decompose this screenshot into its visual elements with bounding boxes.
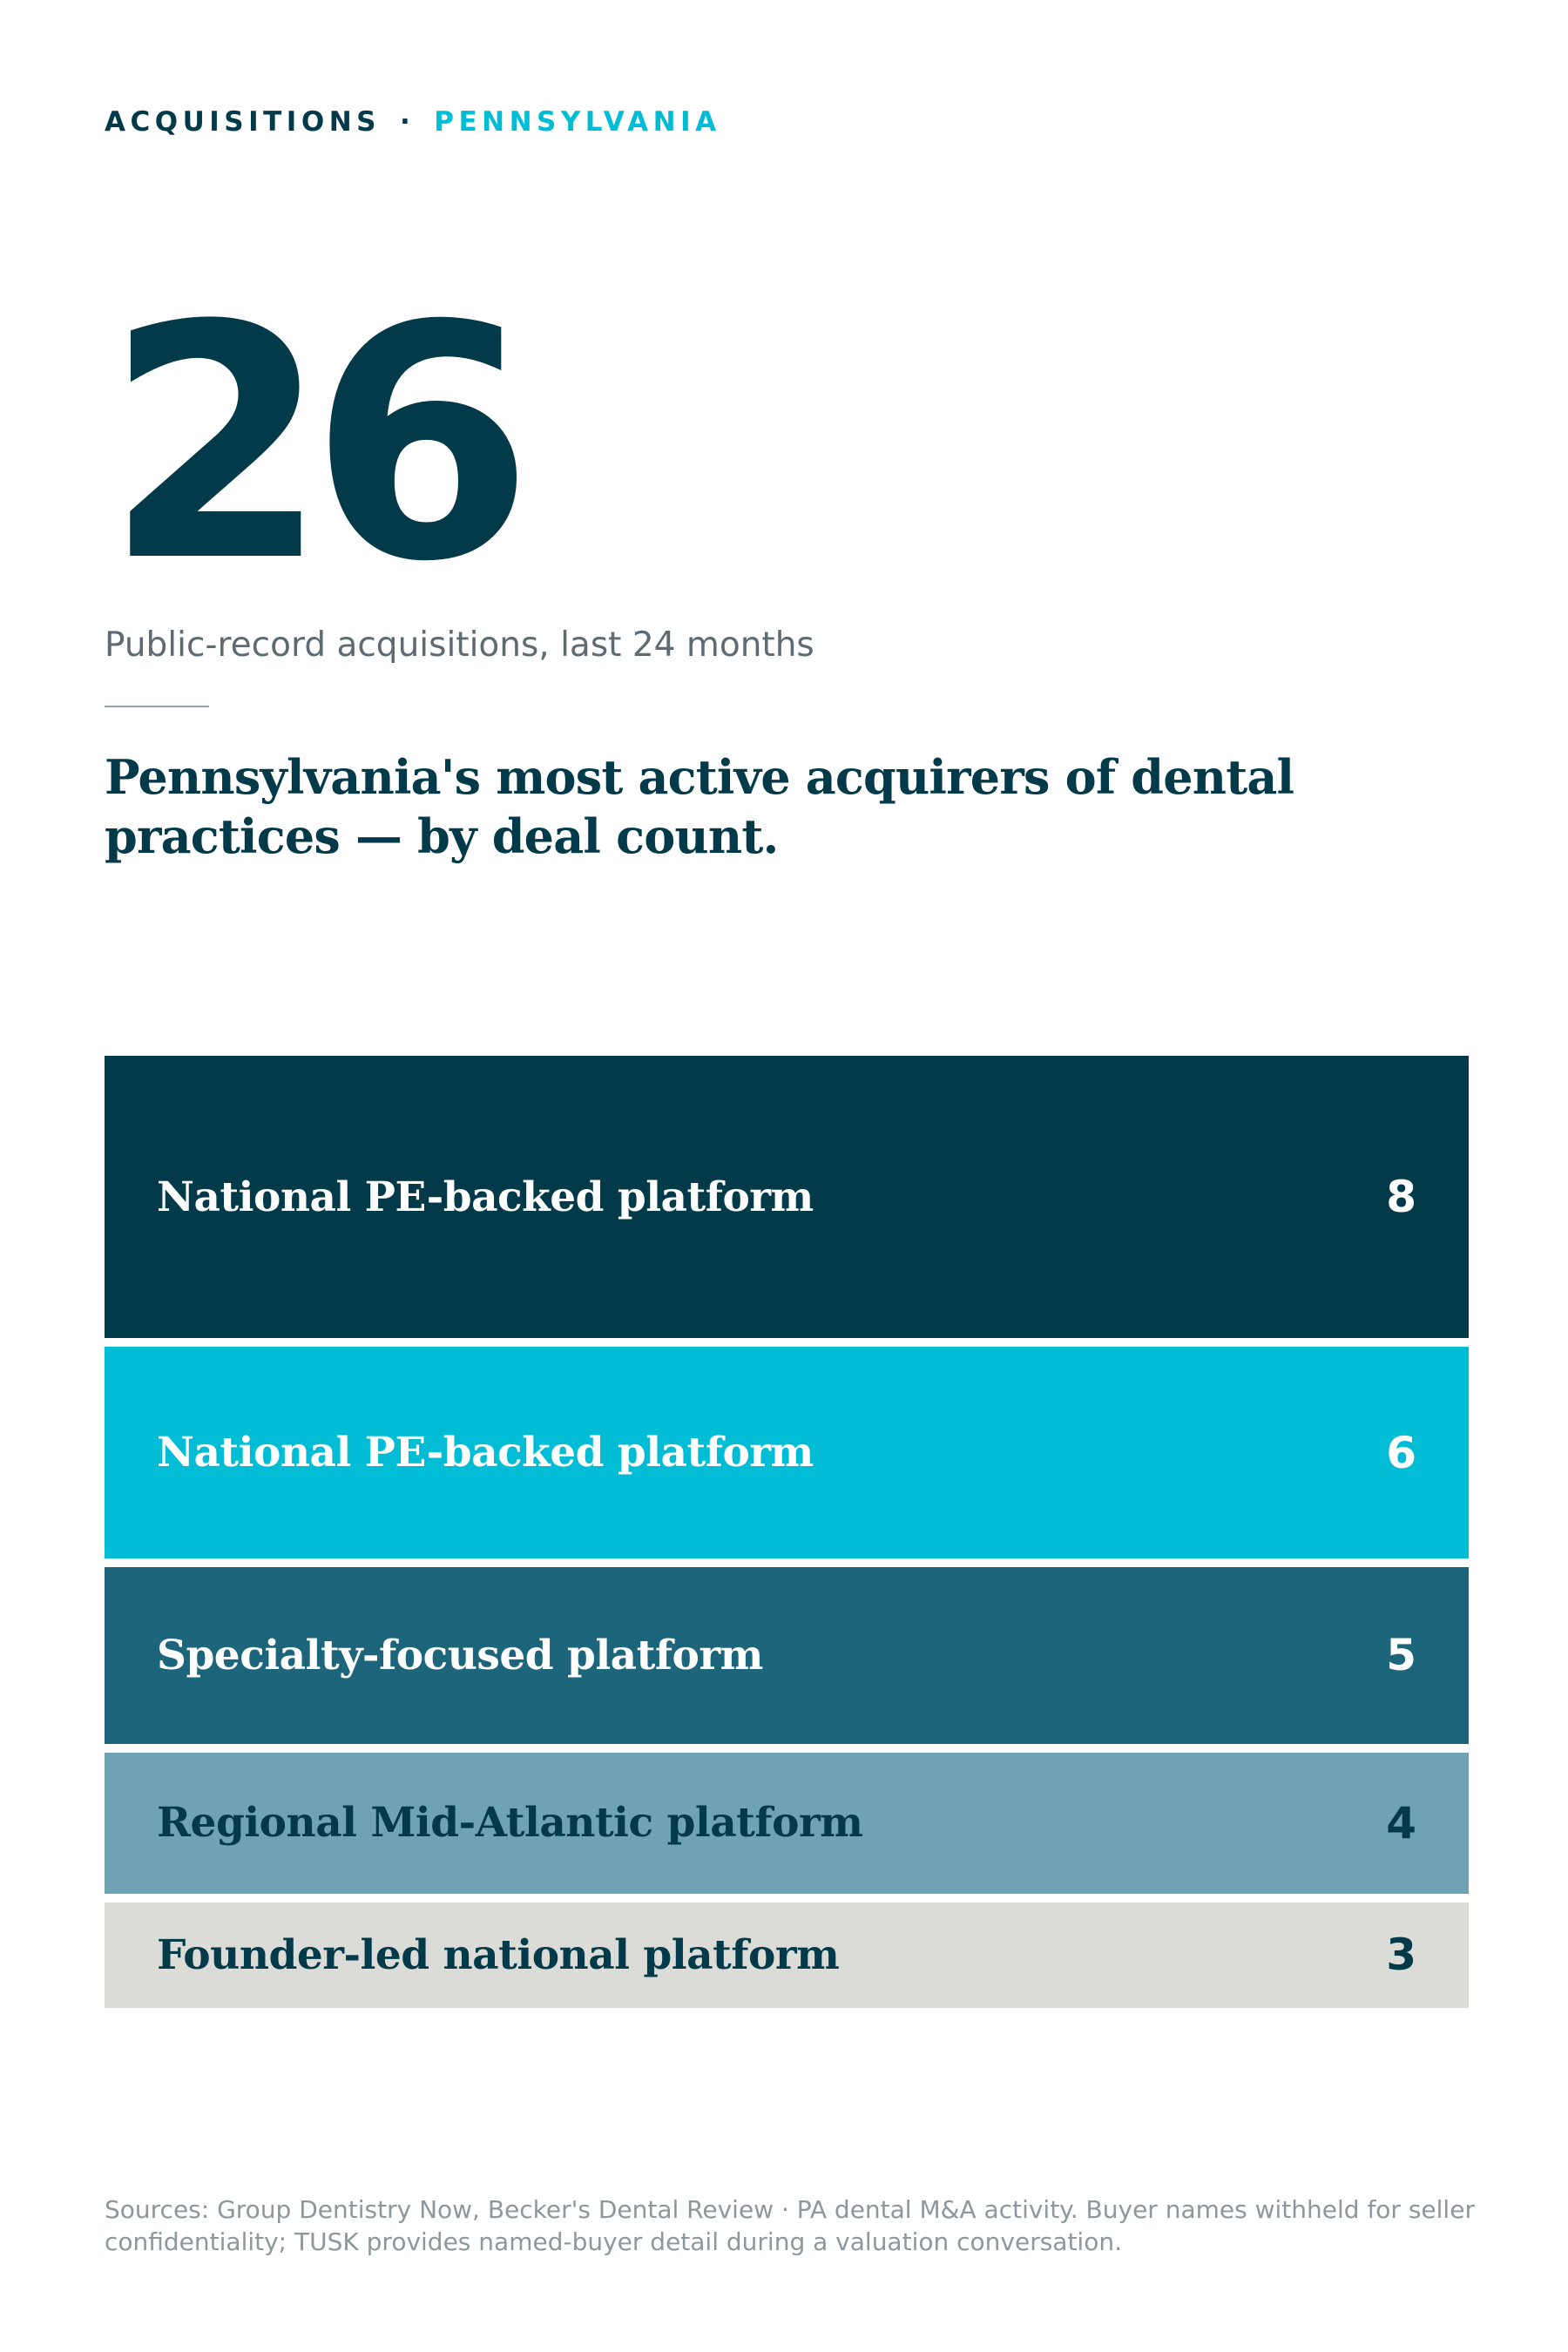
separator-dot: · xyxy=(399,106,416,138)
eyebrow xyxy=(105,106,721,138)
bar-4 xyxy=(105,1753,1469,1894)
region-label: PENNSYLVANIA xyxy=(434,106,721,138)
bar-label: National PE-backed platform xyxy=(157,1173,814,1221)
divider-rule xyxy=(105,706,209,707)
bar-value: 5 xyxy=(1386,1630,1416,1681)
bar-value: 3 xyxy=(1386,1930,1416,1981)
bar-value: 8 xyxy=(1386,1172,1416,1222)
bar-label: National PE-backed platform xyxy=(157,1429,814,1477)
bar-value: 6 xyxy=(1386,1427,1416,1478)
total-acquisitions-caption: Public-record acquisitions, last 24 months xyxy=(105,625,814,665)
section-label: ACQUISITIONS xyxy=(105,106,381,138)
bar-3 xyxy=(105,1567,1469,1744)
sources-footnote: Sources: Group Dentistry Now, Becker's Dental Review · PA dental M&A activity. Buyer names withheld for seller confidentiality; TUSK provides named-buyer detail during a valuation conversation. xyxy=(105,2195,1475,2256)
bar-value: 4 xyxy=(1386,1797,1416,1848)
bar-1 xyxy=(105,1056,1469,1338)
bar-2 xyxy=(105,1347,1469,1558)
total-acquisitions-number: 26 xyxy=(105,258,515,632)
chart-headline: Pennsylvania's most active acquirers of dental practices — by deal count. xyxy=(105,749,1294,864)
bar-label: Regional Mid-Atlantic platform xyxy=(157,1799,863,1847)
bar-label: Specialty-focused platform xyxy=(157,1631,763,1680)
bar-5 xyxy=(105,1903,1469,2009)
bar-label: Founder-led national platform xyxy=(157,1930,840,1979)
acquirer-bar-chart xyxy=(105,1056,1469,2017)
